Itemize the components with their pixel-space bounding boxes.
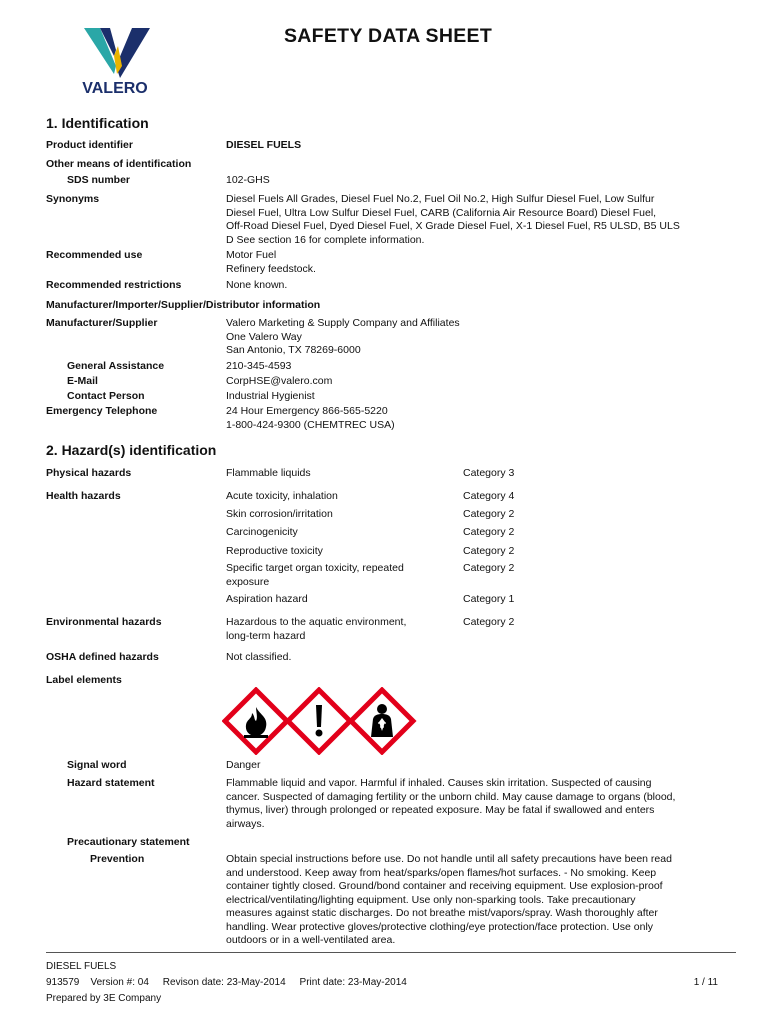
synonyms-label: Synonyms [46, 193, 100, 205]
health-hazard: Carcinogenicity [226, 526, 298, 538]
restrictions: None known. [226, 279, 288, 291]
environmental-hazard: Hazardous to the aquatic environment, long-term hazard [226, 616, 407, 642]
flame-pictogram [225, 690, 287, 752]
document-title: SAFETY DATA SHEET [283, 25, 493, 47]
sds-number: 102-GHS [226, 174, 270, 186]
synonyms-line: Diesel Fuel, Ultra Low Sulfur Diesel Fuel, CARB (California Air Resource Board) Diesel Fuel, [226, 206, 657, 219]
health-hazard: Acute toxicity, inhalation [226, 490, 338, 502]
page-number: 1 / 11 [693, 977, 718, 988]
precautionary-statement-label: Precautionary statement [67, 836, 190, 848]
logo-text: VALERO [82, 80, 148, 97]
footer-revision-date: Revison date: 23-May-2014 [162, 977, 286, 988]
physical-hazard-category: Category 3 [463, 467, 515, 479]
osha-hazards-label: OSHA defined hazards [46, 651, 159, 663]
product-identifier-label: Product identifier [46, 139, 133, 151]
general-assistance-phone: 210-345-4593 [226, 360, 292, 372]
health-hazard-category: Category 2 [463, 526, 515, 538]
synonyms-line: Diesel Fuels All Grades, Diesel Fuel No.2, Fuel Oil No.2, High Sulfur Diesel Fuel, Low Sulfur [226, 193, 655, 205]
contact-person: Industrial Hygienist [226, 390, 315, 402]
footer-prepared-by: Prepared by 3E Company [46, 993, 162, 1004]
ghs-pictograms [222, 687, 417, 755]
health-hazard: Reproductive toxicity [226, 545, 323, 557]
footer-version: Version #: 04 [90, 977, 149, 988]
contact-person-label: Contact Person [67, 390, 145, 402]
sds-number-label: SDS number [67, 174, 131, 186]
footer-doc-info [46, 976, 407, 990]
email-value: CorpHSE@valero.com [226, 375, 333, 387]
synonyms-text [226, 193, 726, 247]
health-hazard-category: Category 2 [463, 562, 515, 574]
environmental-hazard-category: Category 2 [463, 616, 515, 628]
exclamation-pictogram [288, 690, 350, 752]
general-assistance-label: General Assistance [67, 360, 165, 372]
physical-hazards-label: Physical hazards [46, 467, 132, 479]
signal-word-label: Signal word [67, 759, 127, 771]
health-hazard: Aspiration hazard [226, 593, 308, 605]
health-hazards-label: Health hazards [46, 490, 121, 502]
footer-product: DIESEL FUELS [46, 961, 117, 972]
health-hazard: Skin corrosion/irritation [226, 508, 333, 520]
footer-doc-number: 913579 [46, 977, 80, 988]
health-hazard-pictogram [351, 690, 413, 752]
manufacturer-address: Valero Marketing & Supply Company and Affiliates One Valero Way San Antonio, TX 78269-6000 [226, 317, 460, 356]
osha-hazards: Not classified. [226, 651, 292, 663]
hazard-statement: Flammable liquid and vapor. Harmful if inhaled. Causes skin irritation. Suspected of causing cancer. Suspected of damaging fertility or the unborn child. May cause damage to organs (blood, thymus, liver) through prolonged or repeated exposure. May be fatal if swallowed and enters airways. [226, 777, 676, 830]
email-label: E-Mail [67, 375, 98, 387]
health-hazard-category: Category 2 [463, 508, 515, 520]
product-identifier: DIESEL FUELS [226, 139, 302, 151]
signal-word: Danger [226, 759, 261, 771]
health-hazard-category: Category 2 [463, 545, 515, 557]
health-hazard-category: Category 4 [463, 490, 515, 502]
other-means-label: Other means of identification [46, 158, 192, 170]
prevention-text: Obtain special instructions before use. Do not handle until all safety precautions have been read and understood. Keep away from heat/sparks/open flames/hot surfaces. - No smoking. Keep container tightly closed. Ground/bond container and receiving equipment. Use explosion-proof electrical/ventilating/lighting equipment. Use only non-sparking tools. Take precautionary measures against static discharges. Do not breathe mist/vapors/spray. Wash thoroughly after handling. Wear protective gloves/protective clothing/eye protection/face protection. Use only outdoors or in a well-ventilated area. [226, 853, 672, 946]
hazard-statement-label: Hazard statement [67, 777, 155, 789]
synonyms-line: Off-Road Diesel Fuel, Dyed Diesel Fuel, X Grade Diesel Fuel, X-1 Diesel Fuel, R5 ULSD, B5 ULS [226, 220, 680, 232]
label-elements-label: Label elements [46, 674, 122, 686]
health-hazard: Specific target organ toxicity, repeated exposure [226, 562, 404, 588]
manufacturer-info-label: Manufacturer/Importer/Supplier/Distributor information [46, 299, 321, 311]
prevention-label: Prevention [90, 853, 145, 865]
physical-hazard: Flammable liquids [226, 467, 311, 479]
section-heading-identification: 1. Identification [46, 115, 149, 131]
recommended-use: Motor Fuel Refinery feedstock. [226, 249, 316, 275]
recommended-use-label: Recommended use [46, 249, 143, 261]
restrictions-label: Recommended restrictions [46, 279, 182, 291]
manufacturer-label: Manufacturer/Supplier [46, 317, 158, 329]
synonyms-line: D See section 16 for complete information. [226, 233, 425, 246]
footer-divider [46, 952, 736, 953]
section-heading-hazards: 2. Hazard(s) identification [46, 442, 217, 458]
footer-print-date: Print date: 23-May-2014 [299, 977, 407, 988]
emergency-telephone: 24 Hour Emergency 866-565-5220 1-800-424-9300 (CHEMTREC USA) [226, 405, 395, 431]
emergency-telephone-label: Emergency Telephone [46, 405, 158, 417]
environmental-hazards-label: Environmental hazards [46, 616, 162, 628]
health-hazard-category: Category 1 [463, 593, 515, 605]
